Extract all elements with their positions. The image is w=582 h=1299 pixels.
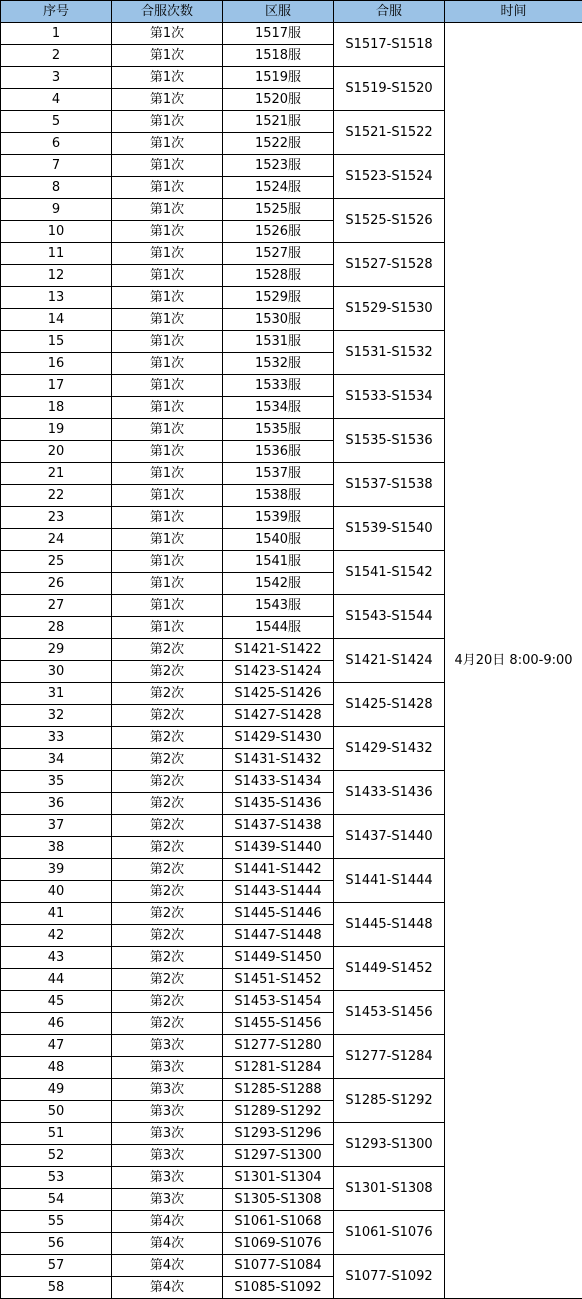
merge-count-cell: 第3次 — [112, 1101, 223, 1123]
merge-count-cell: 第1次 — [112, 419, 223, 441]
index-cell: 43 — [1, 947, 112, 969]
merge-count-cell: 第2次 — [112, 881, 223, 903]
index-cell: 11 — [1, 243, 112, 265]
index-cell: 28 — [1, 617, 112, 639]
merge-count-cell: 第3次 — [112, 1167, 223, 1189]
index-cell: 1 — [1, 23, 112, 45]
merge-count-cell: 第2次 — [112, 859, 223, 881]
merged-server-cell: S1441-S1444 — [334, 859, 445, 903]
index-cell: 38 — [1, 837, 112, 859]
merge-count-cell: 第1次 — [112, 67, 223, 89]
index-cell: 56 — [1, 1233, 112, 1255]
index-cell: 33 — [1, 727, 112, 749]
server-cell: S1453-S1454 — [223, 991, 334, 1013]
merged-server-cell: S1525-S1526 — [334, 199, 445, 243]
merge-count-cell: 第2次 — [112, 991, 223, 1013]
merge-count-cell: 第2次 — [112, 683, 223, 705]
merged-server-cell: S1519-S1520 — [334, 67, 445, 111]
header-row — [1, 1, 582, 23]
server-cell: 1528服 — [223, 265, 334, 287]
server-cell: S1425-S1426 — [223, 683, 334, 705]
index-cell: 35 — [1, 771, 112, 793]
index-cell: 48 — [1, 1057, 112, 1079]
merge-count-cell: 第2次 — [112, 947, 223, 969]
merge-count-cell: 第2次 — [112, 705, 223, 727]
server-cell: 1517服 — [223, 23, 334, 45]
index-cell: 3 — [1, 67, 112, 89]
server-cell: S1431-S1432 — [223, 749, 334, 771]
server-cell: S1281-S1284 — [223, 1057, 334, 1079]
table-body — [1, 23, 582, 1299]
server-cell: 1519服 — [223, 67, 334, 89]
index-cell: 27 — [1, 595, 112, 617]
merge-count-cell: 第1次 — [112, 463, 223, 485]
index-cell: 57 — [1, 1255, 112, 1277]
merge-count-cell: 第1次 — [112, 397, 223, 419]
index-cell: 58 — [1, 1277, 112, 1299]
index-cell: 9 — [1, 199, 112, 221]
merge-count-cell: 第1次 — [112, 287, 223, 309]
server-cell: S1429-S1430 — [223, 727, 334, 749]
merged-server-cell: S1537-S1538 — [334, 463, 445, 507]
server-cell: S1441-S1442 — [223, 859, 334, 881]
index-cell: 49 — [1, 1079, 112, 1101]
server-cell: 1531服 — [223, 331, 334, 353]
index-cell: 29 — [1, 639, 112, 661]
server-cell: S1077-S1084 — [223, 1255, 334, 1277]
server-cell: 1536服 — [223, 441, 334, 463]
index-cell: 15 — [1, 331, 112, 353]
merge-count-cell: 第3次 — [112, 1035, 223, 1057]
server-cell: S1443-S1444 — [223, 881, 334, 903]
index-cell: 52 — [1, 1145, 112, 1167]
merged-server-cell: S1539-S1540 — [334, 507, 445, 551]
merged-server-cell: S1453-S1456 — [334, 991, 445, 1035]
index-cell: 55 — [1, 1211, 112, 1233]
server-cell: S1293-S1296 — [223, 1123, 334, 1145]
index-cell: 18 — [1, 397, 112, 419]
merge-count-cell: 第2次 — [112, 815, 223, 837]
merge-count-cell: 第2次 — [112, 1013, 223, 1035]
index-cell: 8 — [1, 177, 112, 199]
merge-time-cell: 4月20日 8:00-9:00 — [445, 23, 582, 1299]
index-cell: 26 — [1, 573, 112, 595]
merge-count-cell: 第4次 — [112, 1255, 223, 1277]
merged-server-cell: S1523-S1524 — [334, 155, 445, 199]
server-cell: 1520服 — [223, 89, 334, 111]
index-cell: 37 — [1, 815, 112, 837]
server-cell: 1527服 — [223, 243, 334, 265]
server-cell: 1538服 — [223, 485, 334, 507]
merge-count-cell: 第2次 — [112, 771, 223, 793]
server-cell: 1540服 — [223, 529, 334, 551]
server-cell: 1526服 — [223, 221, 334, 243]
merged-server-cell: S1543-S1544 — [334, 595, 445, 639]
index-cell: 53 — [1, 1167, 112, 1189]
merged-server-cell: S1293-S1300 — [334, 1123, 445, 1167]
header-server: 区服 — [223, 1, 334, 23]
merge-count-cell: 第1次 — [112, 485, 223, 507]
table-row — [1, 23, 582, 45]
merge-count-cell: 第2次 — [112, 969, 223, 991]
index-cell: 21 — [1, 463, 112, 485]
merged-server-cell: S1425-S1428 — [334, 683, 445, 727]
merge-count-cell: 第1次 — [112, 529, 223, 551]
index-cell: 51 — [1, 1123, 112, 1145]
merge-count-cell: 第1次 — [112, 111, 223, 133]
server-cell: 1524服 — [223, 177, 334, 199]
merged-server-cell: S1529-S1530 — [334, 287, 445, 331]
header-merge-count: 合服次数 — [112, 1, 223, 23]
merge-count-cell: 第3次 — [112, 1123, 223, 1145]
server-cell: S1447-S1448 — [223, 925, 334, 947]
server-cell: 1529服 — [223, 287, 334, 309]
server-cell: 1541服 — [223, 551, 334, 573]
merge-count-cell: 第2次 — [112, 639, 223, 661]
server-cell: S1277-S1280 — [223, 1035, 334, 1057]
server-cell: 1543服 — [223, 595, 334, 617]
merged-server-cell: S1445-S1448 — [334, 903, 445, 947]
index-cell: 32 — [1, 705, 112, 727]
merged-server-cell: S1077-S1092 — [334, 1255, 445, 1299]
header-time: 时间 — [445, 1, 582, 23]
index-cell: 4 — [1, 89, 112, 111]
server-cell: 1539服 — [223, 507, 334, 529]
merged-server-cell: S1421-S1424 — [334, 639, 445, 683]
server-cell: S1433-S1434 — [223, 771, 334, 793]
merged-server-cell: S1527-S1528 — [334, 243, 445, 287]
server-cell: 1537服 — [223, 463, 334, 485]
server-cell: S1085-S1092 — [223, 1277, 334, 1299]
merge-count-cell: 第2次 — [112, 925, 223, 947]
merged-server-cell: S1517-S1518 — [334, 23, 445, 67]
server-cell: S1451-S1452 — [223, 969, 334, 991]
merged-server-cell: S1541-S1542 — [334, 551, 445, 595]
merge-count-cell: 第1次 — [112, 375, 223, 397]
index-cell: 14 — [1, 309, 112, 331]
index-cell: 17 — [1, 375, 112, 397]
index-cell: 41 — [1, 903, 112, 925]
merged-server-cell: S1277-S1284 — [334, 1035, 445, 1079]
merged-server-cell: S1285-S1292 — [334, 1079, 445, 1123]
merge-count-cell: 第1次 — [112, 265, 223, 287]
index-cell: 12 — [1, 265, 112, 287]
index-cell: 46 — [1, 1013, 112, 1035]
merged-server-cell: S1061-S1076 — [334, 1211, 445, 1255]
index-cell: 2 — [1, 45, 112, 67]
merge-count-cell: 第3次 — [112, 1145, 223, 1167]
index-cell: 7 — [1, 155, 112, 177]
index-cell: 31 — [1, 683, 112, 705]
server-cell: 1544服 — [223, 617, 334, 639]
server-cell: S1285-S1288 — [223, 1079, 334, 1101]
header-merged-server: 合服 — [334, 1, 445, 23]
server-cell: 1522服 — [223, 133, 334, 155]
server-cell: S1445-S1446 — [223, 903, 334, 925]
merge-count-cell: 第1次 — [112, 23, 223, 45]
index-cell: 47 — [1, 1035, 112, 1057]
server-cell: S1439-S1440 — [223, 837, 334, 859]
server-cell: 1518服 — [223, 45, 334, 67]
merge-count-cell: 第2次 — [112, 749, 223, 771]
server-cell: S1305-S1308 — [223, 1189, 334, 1211]
server-cell: 1534服 — [223, 397, 334, 419]
merged-server-cell: S1437-S1440 — [334, 815, 445, 859]
merge-count-cell: 第1次 — [112, 331, 223, 353]
server-cell: S1301-S1304 — [223, 1167, 334, 1189]
server-cell: S1437-S1438 — [223, 815, 334, 837]
merge-count-cell: 第2次 — [112, 903, 223, 925]
index-cell: 6 — [1, 133, 112, 155]
merge-count-cell: 第1次 — [112, 177, 223, 199]
merge-count-cell: 第1次 — [112, 243, 223, 265]
merge-count-cell: 第1次 — [112, 221, 223, 243]
merge-count-cell: 第2次 — [112, 727, 223, 749]
index-cell: 23 — [1, 507, 112, 529]
merged-server-cell: S1533-S1534 — [334, 375, 445, 419]
server-cell: S1449-S1450 — [223, 947, 334, 969]
server-cell: S1427-S1428 — [223, 705, 334, 727]
merge-count-cell: 第3次 — [112, 1189, 223, 1211]
merge-count-cell: 第1次 — [112, 89, 223, 111]
merged-server-cell: S1521-S1522 — [334, 111, 445, 155]
merge-count-cell: 第1次 — [112, 595, 223, 617]
server-cell: S1435-S1436 — [223, 793, 334, 815]
index-cell: 50 — [1, 1101, 112, 1123]
server-cell: 1530服 — [223, 309, 334, 331]
server-cell: S1421-S1422 — [223, 639, 334, 661]
merge-count-cell: 第3次 — [112, 1079, 223, 1101]
server-cell: 1521服 — [223, 111, 334, 133]
merge-count-cell: 第3次 — [112, 1057, 223, 1079]
server-cell: S1061-S1068 — [223, 1211, 334, 1233]
server-cell: S1297-S1300 — [223, 1145, 334, 1167]
merge-count-cell: 第1次 — [112, 199, 223, 221]
merge-count-cell: 第1次 — [112, 441, 223, 463]
merged-server-cell: S1429-S1432 — [334, 727, 445, 771]
merge-count-cell: 第2次 — [112, 837, 223, 859]
merged-server-cell: S1433-S1436 — [334, 771, 445, 815]
merged-server-cell: S1531-S1532 — [334, 331, 445, 375]
merge-count-cell: 第1次 — [112, 507, 223, 529]
index-cell: 5 — [1, 111, 112, 133]
merge-count-cell: 第4次 — [112, 1233, 223, 1255]
server-cell: 1532服 — [223, 353, 334, 375]
merge-count-cell: 第1次 — [112, 353, 223, 375]
server-cell: 1542服 — [223, 573, 334, 595]
index-cell: 34 — [1, 749, 112, 771]
server-cell: 1525服 — [223, 199, 334, 221]
merge-count-cell: 第2次 — [112, 793, 223, 815]
index-cell: 10 — [1, 221, 112, 243]
index-cell: 20 — [1, 441, 112, 463]
index-cell: 36 — [1, 793, 112, 815]
index-cell: 16 — [1, 353, 112, 375]
merge-count-cell: 第1次 — [112, 551, 223, 573]
merged-server-cell: S1535-S1536 — [334, 419, 445, 463]
server-cell: S1455-S1456 — [223, 1013, 334, 1035]
merge-count-cell: 第2次 — [112, 661, 223, 683]
merge-count-cell: 第1次 — [112, 155, 223, 177]
merged-server-cell: S1301-S1308 — [334, 1167, 445, 1211]
merge-count-cell: 第4次 — [112, 1277, 223, 1299]
merged-server-cell: S1449-S1452 — [334, 947, 445, 991]
index-cell: 42 — [1, 925, 112, 947]
header-index: 序号 — [1, 1, 112, 23]
index-cell: 45 — [1, 991, 112, 1013]
merge-count-cell: 第1次 — [112, 45, 223, 67]
index-cell: 24 — [1, 529, 112, 551]
server-cell: S1289-S1292 — [223, 1101, 334, 1123]
server-cell: S1423-S1424 — [223, 661, 334, 683]
merge-count-cell: 第1次 — [112, 133, 223, 155]
merge-count-cell: 第4次 — [112, 1211, 223, 1233]
index-cell: 44 — [1, 969, 112, 991]
index-cell: 25 — [1, 551, 112, 573]
index-cell: 40 — [1, 881, 112, 903]
server-cell: 1535服 — [223, 419, 334, 441]
index-cell: 54 — [1, 1189, 112, 1211]
merge-count-cell: 第1次 — [112, 573, 223, 595]
index-cell: 39 — [1, 859, 112, 881]
index-cell: 22 — [1, 485, 112, 507]
server-cell: 1523服 — [223, 155, 334, 177]
merge-count-cell: 第1次 — [112, 309, 223, 331]
index-cell: 30 — [1, 661, 112, 683]
index-cell: 13 — [1, 287, 112, 309]
server-cell: S1069-S1076 — [223, 1233, 334, 1255]
merge-count-cell: 第1次 — [112, 617, 223, 639]
index-cell: 19 — [1, 419, 112, 441]
server-cell: 1533服 — [223, 375, 334, 397]
